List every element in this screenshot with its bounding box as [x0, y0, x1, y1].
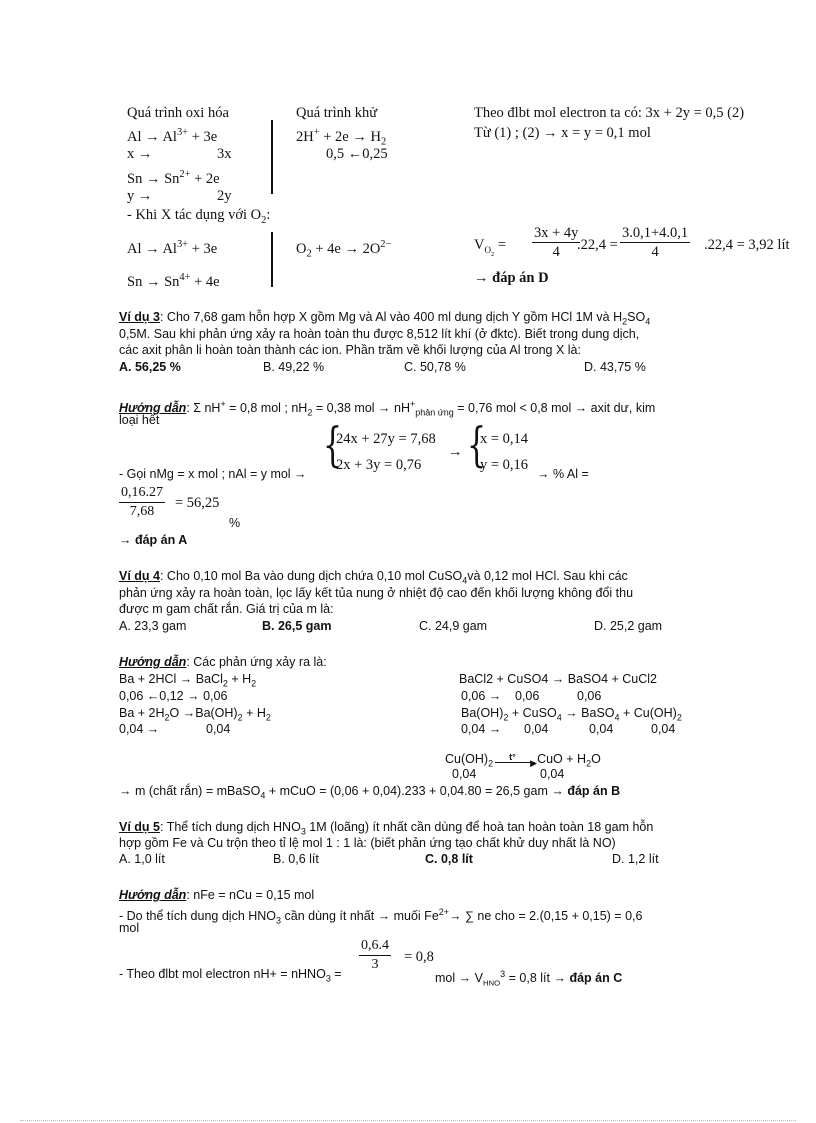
ex3-guide-line1: Hướng dẫn: Σ nH+ = 0,8 mol ; $nH_2 = 0,38$ mol → $nH^+_{phản ứng} = 0,76$ mol < 0,8 mol → axit dư, kim	[119, 399, 656, 418]
vo2-result: .22,4 = 3,92 lít	[704, 237, 790, 253]
ex3-line2: 0,5M. Sau khi phản ứng xảy ra hoàn toàn thu được 8,512 lít khí (ở đktc). Biết trong dung dịch,	[119, 327, 640, 341]
oxidation-sn-y: y → 2y	[127, 188, 232, 204]
system-arrow: →	[448, 444, 463, 460]
oxidation-al-2: $Al \to Al^{3+} + 3e$	[127, 239, 218, 257]
divider-line-2	[271, 232, 273, 287]
ex4-line2: phản ứng xảy ra hoàn toàn, lọc lấy kết tủa nung ở nhiệt độ cao đến khối lượng không đổi thu	[119, 586, 634, 600]
vo2-label: $V_{O_2}$ =	[474, 237, 507, 258]
ex5-option-a: A. 1,0 lít	[119, 852, 165, 866]
ex3-option-c: C. 50,78 %	[404, 360, 466, 374]
ex5-option-b: B. 0,6 lít	[273, 852, 319, 866]
divider-line-1	[271, 120, 273, 194]
ex4-option-a: A. 23,3 gam	[119, 619, 187, 633]
ex3-percent-al: → % Al =	[537, 467, 589, 481]
solution-x: x = 0,14	[480, 431, 529, 447]
page-bottom-divider	[20, 1120, 796, 1121]
ex5-option-c: C. 0,8 lít	[425, 852, 473, 866]
ex4-reaction-1: Ba + 2HCl → BaCl$_2$ + $H_2$	[119, 672, 257, 689]
ex4-guide-line: Hướng dẫn: Các phản ứng xảy ra là:	[119, 655, 327, 669]
ex4-mass-result: → m (chất rắn) = mBaSO$_4$ + mCuO = (0,06 + 0,04).233 + 0,04.80 = 26,5 gam → đáp án B	[119, 784, 621, 801]
ex5-fraction: $\frac{0,6.4}{3}$	[361, 938, 389, 972]
ex5-guide-line2: - Do thể tích dung dịch $HNO_3$ cần dùng ít nhất → muối $Fe^{2+}\to$ ∑ ne cho = 2.(0,15 + 0,15) = 0,6	[119, 907, 643, 926]
ex4-reaction-4: $Ba(OH)_2$ + CuSO$_4$ → BaSO$_4$ + $Cu(OH)_2$	[461, 706, 682, 723]
oxidation-sn-2: $Sn \to Sn^{4+} + 4e$	[127, 272, 220, 290]
ex3-line1: Ví dụ 3: Cho 7,68 gam hỗn hợp X gồm Mg và Al vào 400 ml dung dịch Y gồm HCl 1M và $H_2SO_4$	[119, 310, 651, 327]
reduction-h: $2H^+ + 2e \to H_2$	[296, 127, 387, 148]
ex4-reaction-1-mol: 0,06 ←0,12 → 0,06	[119, 689, 228, 703]
ex3-line3: các axit phân li hoàn toàn thành các ion. Phần trăm về khối lượng của Al trong X là:	[119, 343, 581, 357]
col2-heading: Quá trình khử	[296, 105, 378, 121]
ex5-guide-line1: Hướng dẫn: nFe = nCu = 0,15 mol	[119, 888, 315, 902]
ex3-guide-let: - Gọi nMg = x mol ; nAl = y mol →	[119, 467, 307, 481]
temperature-label: t°	[509, 752, 516, 762]
ex4-line3: được m gam chất rắn. Giá trị của m là:	[119, 602, 334, 616]
ex4-option-b: B. 26,5 gam	[262, 619, 332, 633]
ex5-fraction-result: = 0,8	[404, 949, 434, 965]
answer-a: → đáp án A	[119, 533, 188, 547]
solve-xy: Từ (1) ; (2) → x = y = 0,1 mol	[474, 125, 651, 141]
col1-heading: Quá trình oxi hóa	[127, 105, 229, 121]
ex4-reaction-5-mol: 0,04 0,04	[452, 767, 565, 781]
solution-y: y = 0,16	[480, 457, 529, 473]
ex3-fraction-result: = 56,25	[175, 495, 220, 511]
ex5-volume-result: mol → $V_{HNO}^3 = 0,8$ lít → đáp án C	[435, 969, 623, 988]
ex3-option-d: D. 43,75 %	[584, 360, 646, 374]
ex3-option-a: A. 56,25 %	[119, 360, 181, 374]
vo2-mid: .22,4 =	[577, 237, 618, 253]
answer-d: → đáp án D	[474, 270, 549, 286]
ex4-option-d: D. 25,2 gam	[594, 619, 663, 633]
ex4-reaction-2-mol: 0,04 → 0,04	[119, 722, 231, 736]
ex4-line1: Ví dụ 4: Cho 0,10 mol Ba vào dung dịch chứa 0,10 mol CuSO$_4$và 0,12 mol HCl. Sau khi các	[119, 569, 628, 586]
ex3-option-b: B. 49,22 %	[263, 360, 325, 374]
ex4-reaction-4-mol: 0,04 → 0,04 0,04 0,04	[461, 722, 676, 736]
ex5-guide-line3: mol	[119, 921, 140, 935]
ex5-option-d: D. 1,2 lít	[612, 852, 659, 866]
reduction-o2: $O_2 + 4e \to 2O^{2-}$	[296, 239, 392, 260]
ex4-option-c: C. 24,9 gam	[419, 619, 488, 633]
x-with-o2: - Khi X tác dụng với $O_2$:	[127, 207, 271, 226]
brace-left-2: {	[467, 419, 487, 474]
ex4-reaction-3: BaCl2 + CuSO4 → BaSO4 + CuCl2	[459, 672, 658, 686]
electron-balance: Theo đlbt mol electron ta có: 3x + 2y = 0,5 (2)	[474, 105, 745, 121]
ex5-guide-line4: - Theo đlbt mol electron nH+ = nHNO$_3$ =	[119, 967, 342, 984]
oxidation-al: $Al \to Al^{3+} + 3e$	[127, 127, 218, 145]
system-eq-1: 24x + 27y = 7,68	[336, 431, 436, 447]
ex3-guide-line2: loại hết	[119, 413, 160, 427]
vo2-fraction-1: $\frac{3x + 4y}{4}$	[534, 225, 579, 260]
vo2-fraction-2: $\frac{3.0,1+4.0,1}{4}$	[622, 225, 689, 260]
ex5-line2: hợp gồm Fe và Cu trộn theo tỉ lệ mol 1 : 1 là: (biết phản ứng tạo chất khử duy nhất là NO)	[119, 836, 616, 850]
oxidation-al-x: x → 3x	[127, 146, 232, 162]
ex4-reaction-3-mol: 0,06 → 0,06 0,06	[461, 689, 602, 703]
ex4-reaction-5: $Cu(OH)_2$ t° ▶ CuO + $H_2O$	[445, 752, 601, 769]
ex3-percent-sign: %	[229, 516, 241, 530]
brace-left-1: {	[323, 419, 343, 474]
oxidation-sn: $Sn \to Sn^{2+} + 2e$	[127, 169, 220, 187]
system-eq-2: 2x + 3y = 0,76	[336, 457, 422, 473]
ex3-fraction: $\frac{0,16.27}{7,68}$	[121, 485, 163, 519]
ex5-line1: Ví dụ 5: Thể tích dung dịch $HNO_3$ 1M (loãng) ít nhất cần dùng để hoà tan hoàn toàn 18 gam hỗn	[119, 820, 654, 837]
reduction-h-mol: 0,5 ←0,25	[326, 146, 388, 162]
ex4-reaction-2: $Ba + 2H_2O \to Ba(OH)_2 + H_2$	[119, 706, 271, 723]
